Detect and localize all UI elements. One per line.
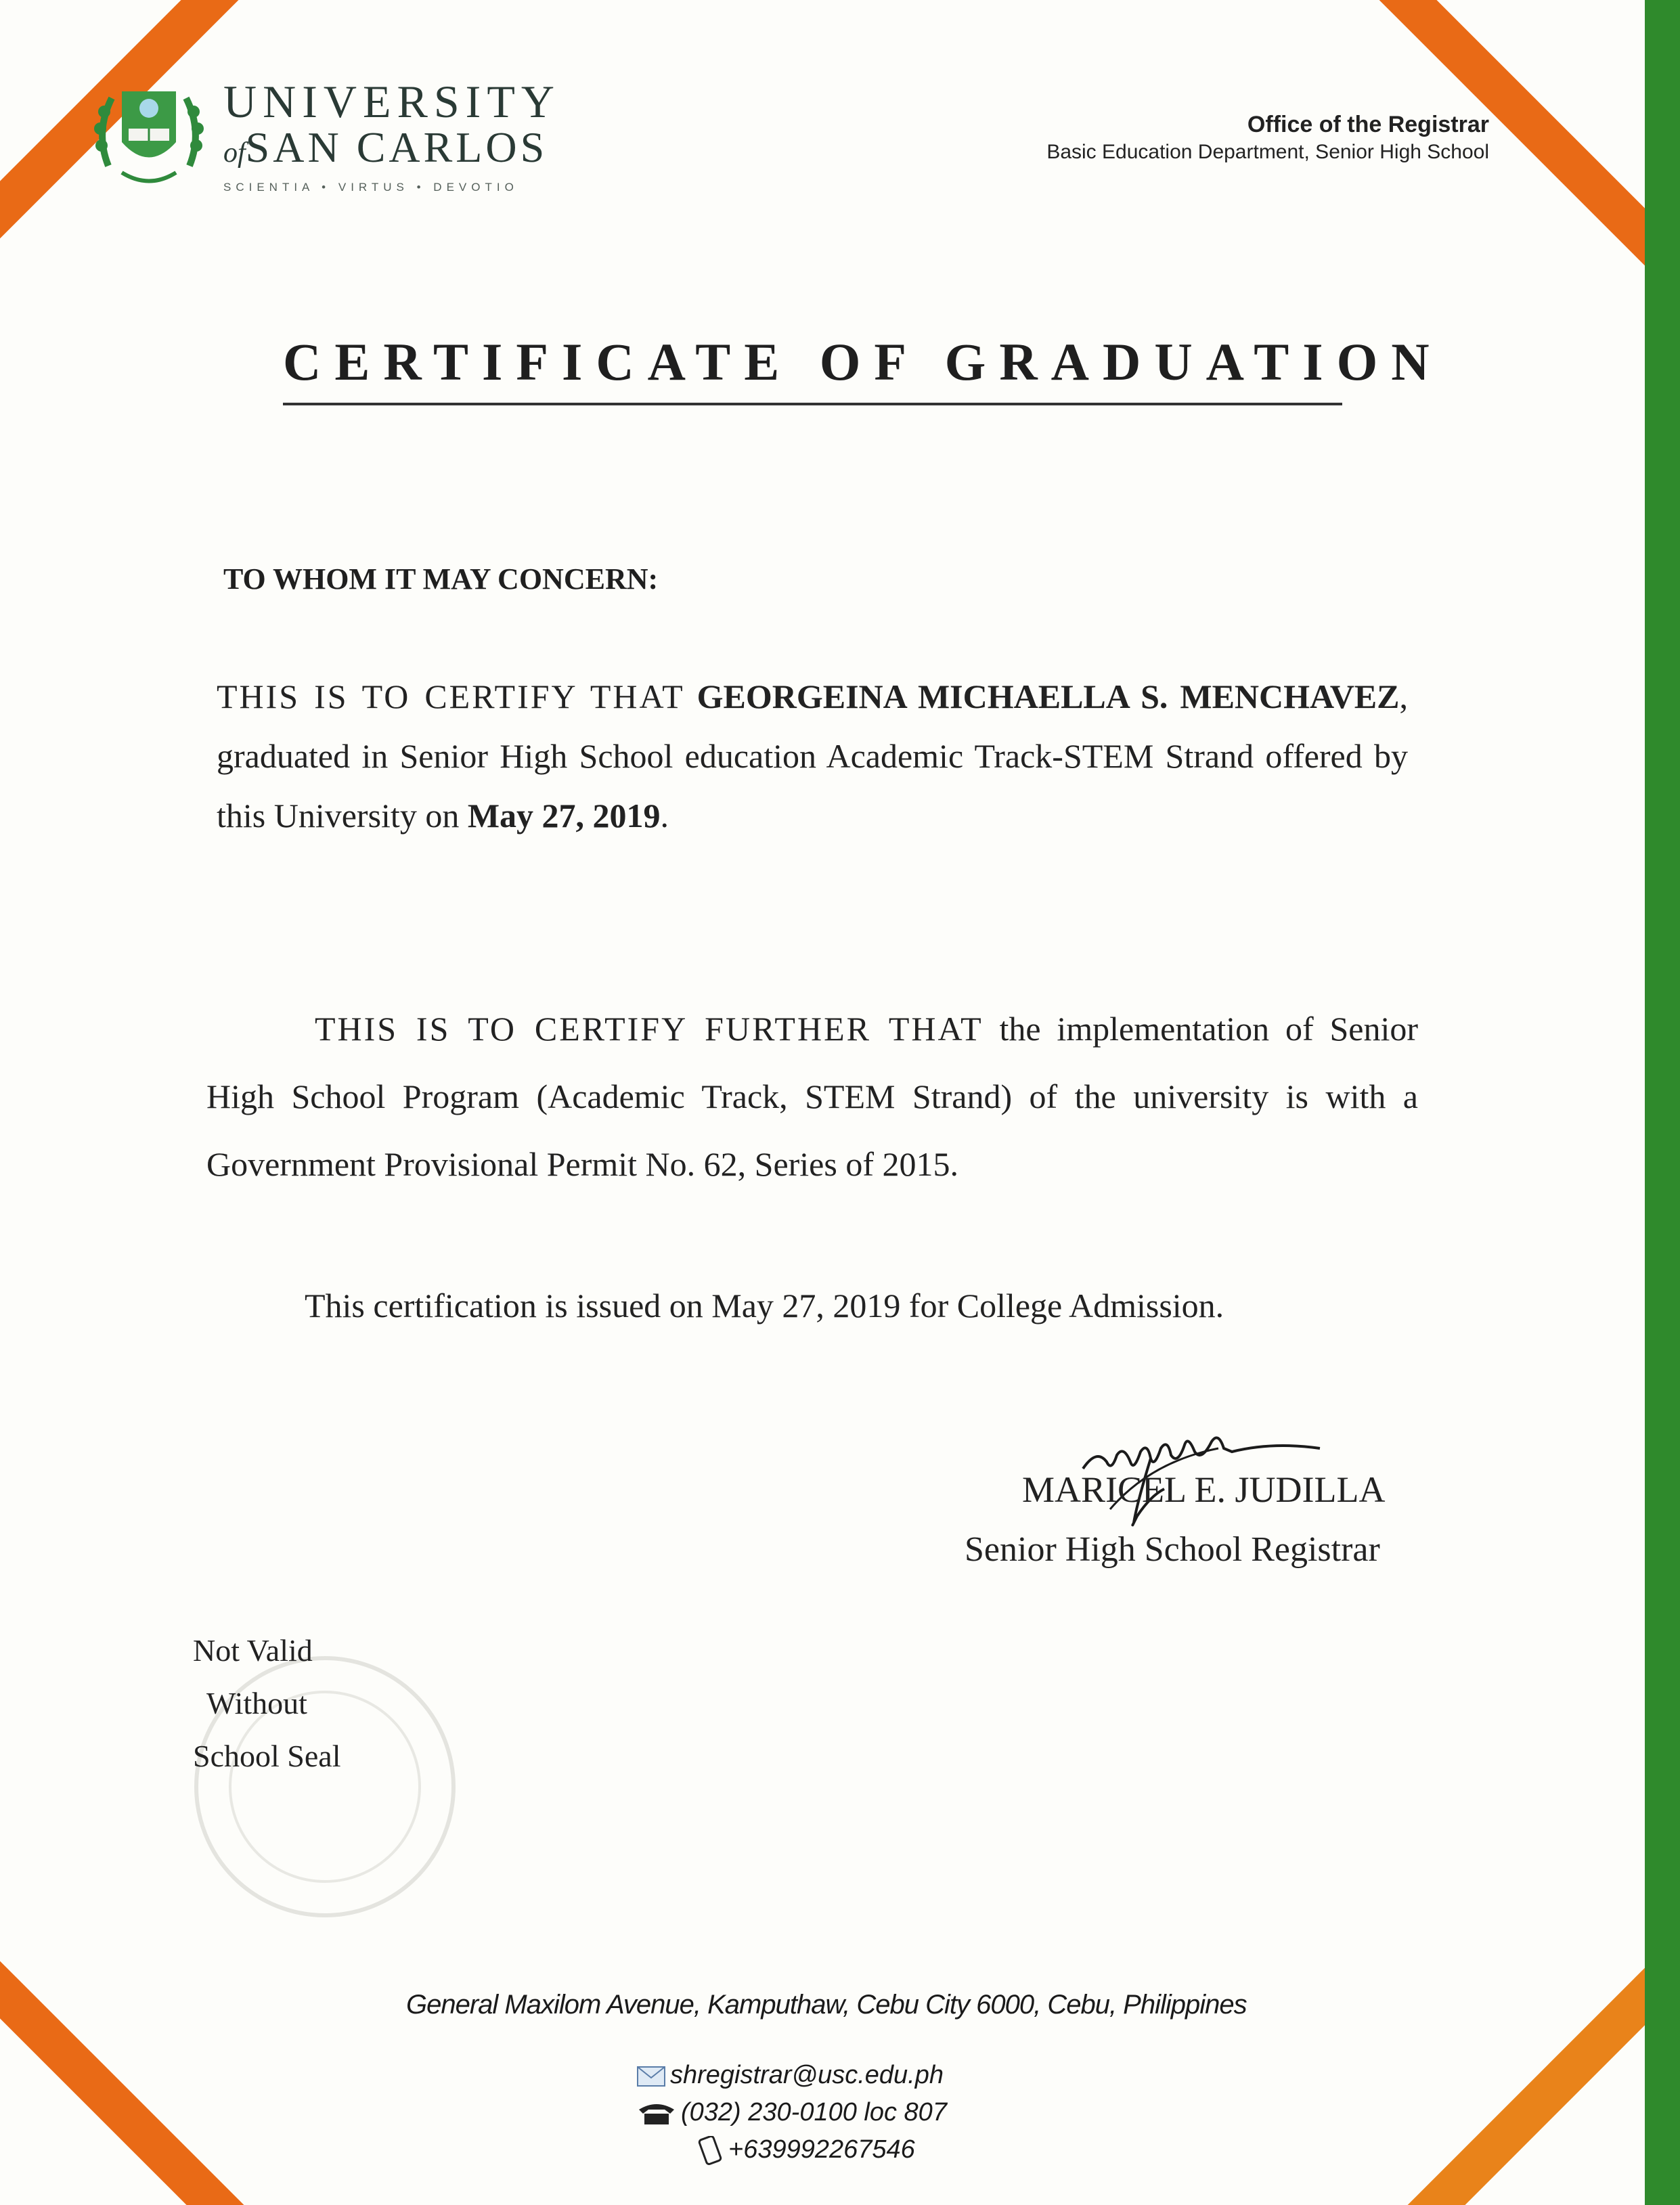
university-name xyxy=(223,78,560,194)
title-underline xyxy=(283,403,1342,405)
p1-end: . xyxy=(660,797,669,834)
seal-note-line1: Not Valid xyxy=(193,1633,313,1668)
university-crest-icon xyxy=(81,64,217,200)
university-line1: UNIVERSITY xyxy=(223,76,560,127)
mobile-text: +639992267546 xyxy=(728,2135,915,2164)
mobile-phone-icon xyxy=(697,2136,724,2166)
phone-text: (032) 230-0100 loc 807 xyxy=(681,2098,947,2126)
seal-note xyxy=(193,1624,340,1783)
salutation: TO WHOM IT MAY CONCERN: xyxy=(223,562,659,596)
seal-note-line3: School Seal xyxy=(193,1739,341,1773)
p1-body: , graduated in Senior High School education Academic Track-STEM Strand offered by this University on xyxy=(217,677,1408,834)
office-department: Basic Education Department, Senior High School xyxy=(1046,141,1489,163)
certificate-title: CERTIFICATE OF GRADUATION xyxy=(283,332,1443,391)
p2-lead: THIS IS TO CERTIFY FURTHER THAT xyxy=(315,1010,983,1048)
university-line2 xyxy=(223,125,560,175)
office-header xyxy=(1046,112,1489,164)
p1-lead: THIS IS TO CERTIFY THAT xyxy=(217,677,685,715)
footer-email xyxy=(636,2061,944,2090)
university-motto: SCIENTIA • VIRTUS • DEVOTIO xyxy=(223,181,518,194)
signatory-name: MARICEL E. JUDILLA xyxy=(1022,1469,1386,1510)
university-of: of xyxy=(223,137,246,169)
university-line2-text: SAN CARLOS xyxy=(245,123,548,171)
graduate-name: GEORGEINA MICHAELLA S. MENCHAVEZ xyxy=(697,677,1400,715)
seal-note-line2: Without xyxy=(206,1686,307,1720)
certification-paragraph xyxy=(217,667,1408,845)
p2-body: the implementation of Senior High School Program (Academic Track, STEM Strand) of the university is with a Government Provisional Permit No. 62, Series of 2015. xyxy=(206,1010,1418,1183)
office-title: Office of the Registrar xyxy=(1247,112,1489,137)
footer-phone xyxy=(636,2098,947,2127)
ribbon-bottom-right xyxy=(1377,1891,1645,2205)
footer-address: General Maxilom Avenue, Kamputhaw, Cebu City 6000, Cebu, Philippines xyxy=(406,1990,1247,2020)
signatory-title: Senior High School Registrar xyxy=(965,1530,1380,1569)
email-text: shregistrar@usc.edu.ph xyxy=(670,2061,944,2089)
ribbon-bottom-left xyxy=(0,1891,275,2205)
telephone-icon xyxy=(636,2101,677,2126)
envelope-icon xyxy=(636,2066,666,2087)
issuance-statement: This certification is issued on May 27, 2019 for College Admission. xyxy=(305,1287,1224,1324)
footer-mobile xyxy=(697,2135,915,2166)
further-certification-paragraph xyxy=(206,995,1418,1198)
graduation-date: May 27, 2019 xyxy=(467,797,661,834)
